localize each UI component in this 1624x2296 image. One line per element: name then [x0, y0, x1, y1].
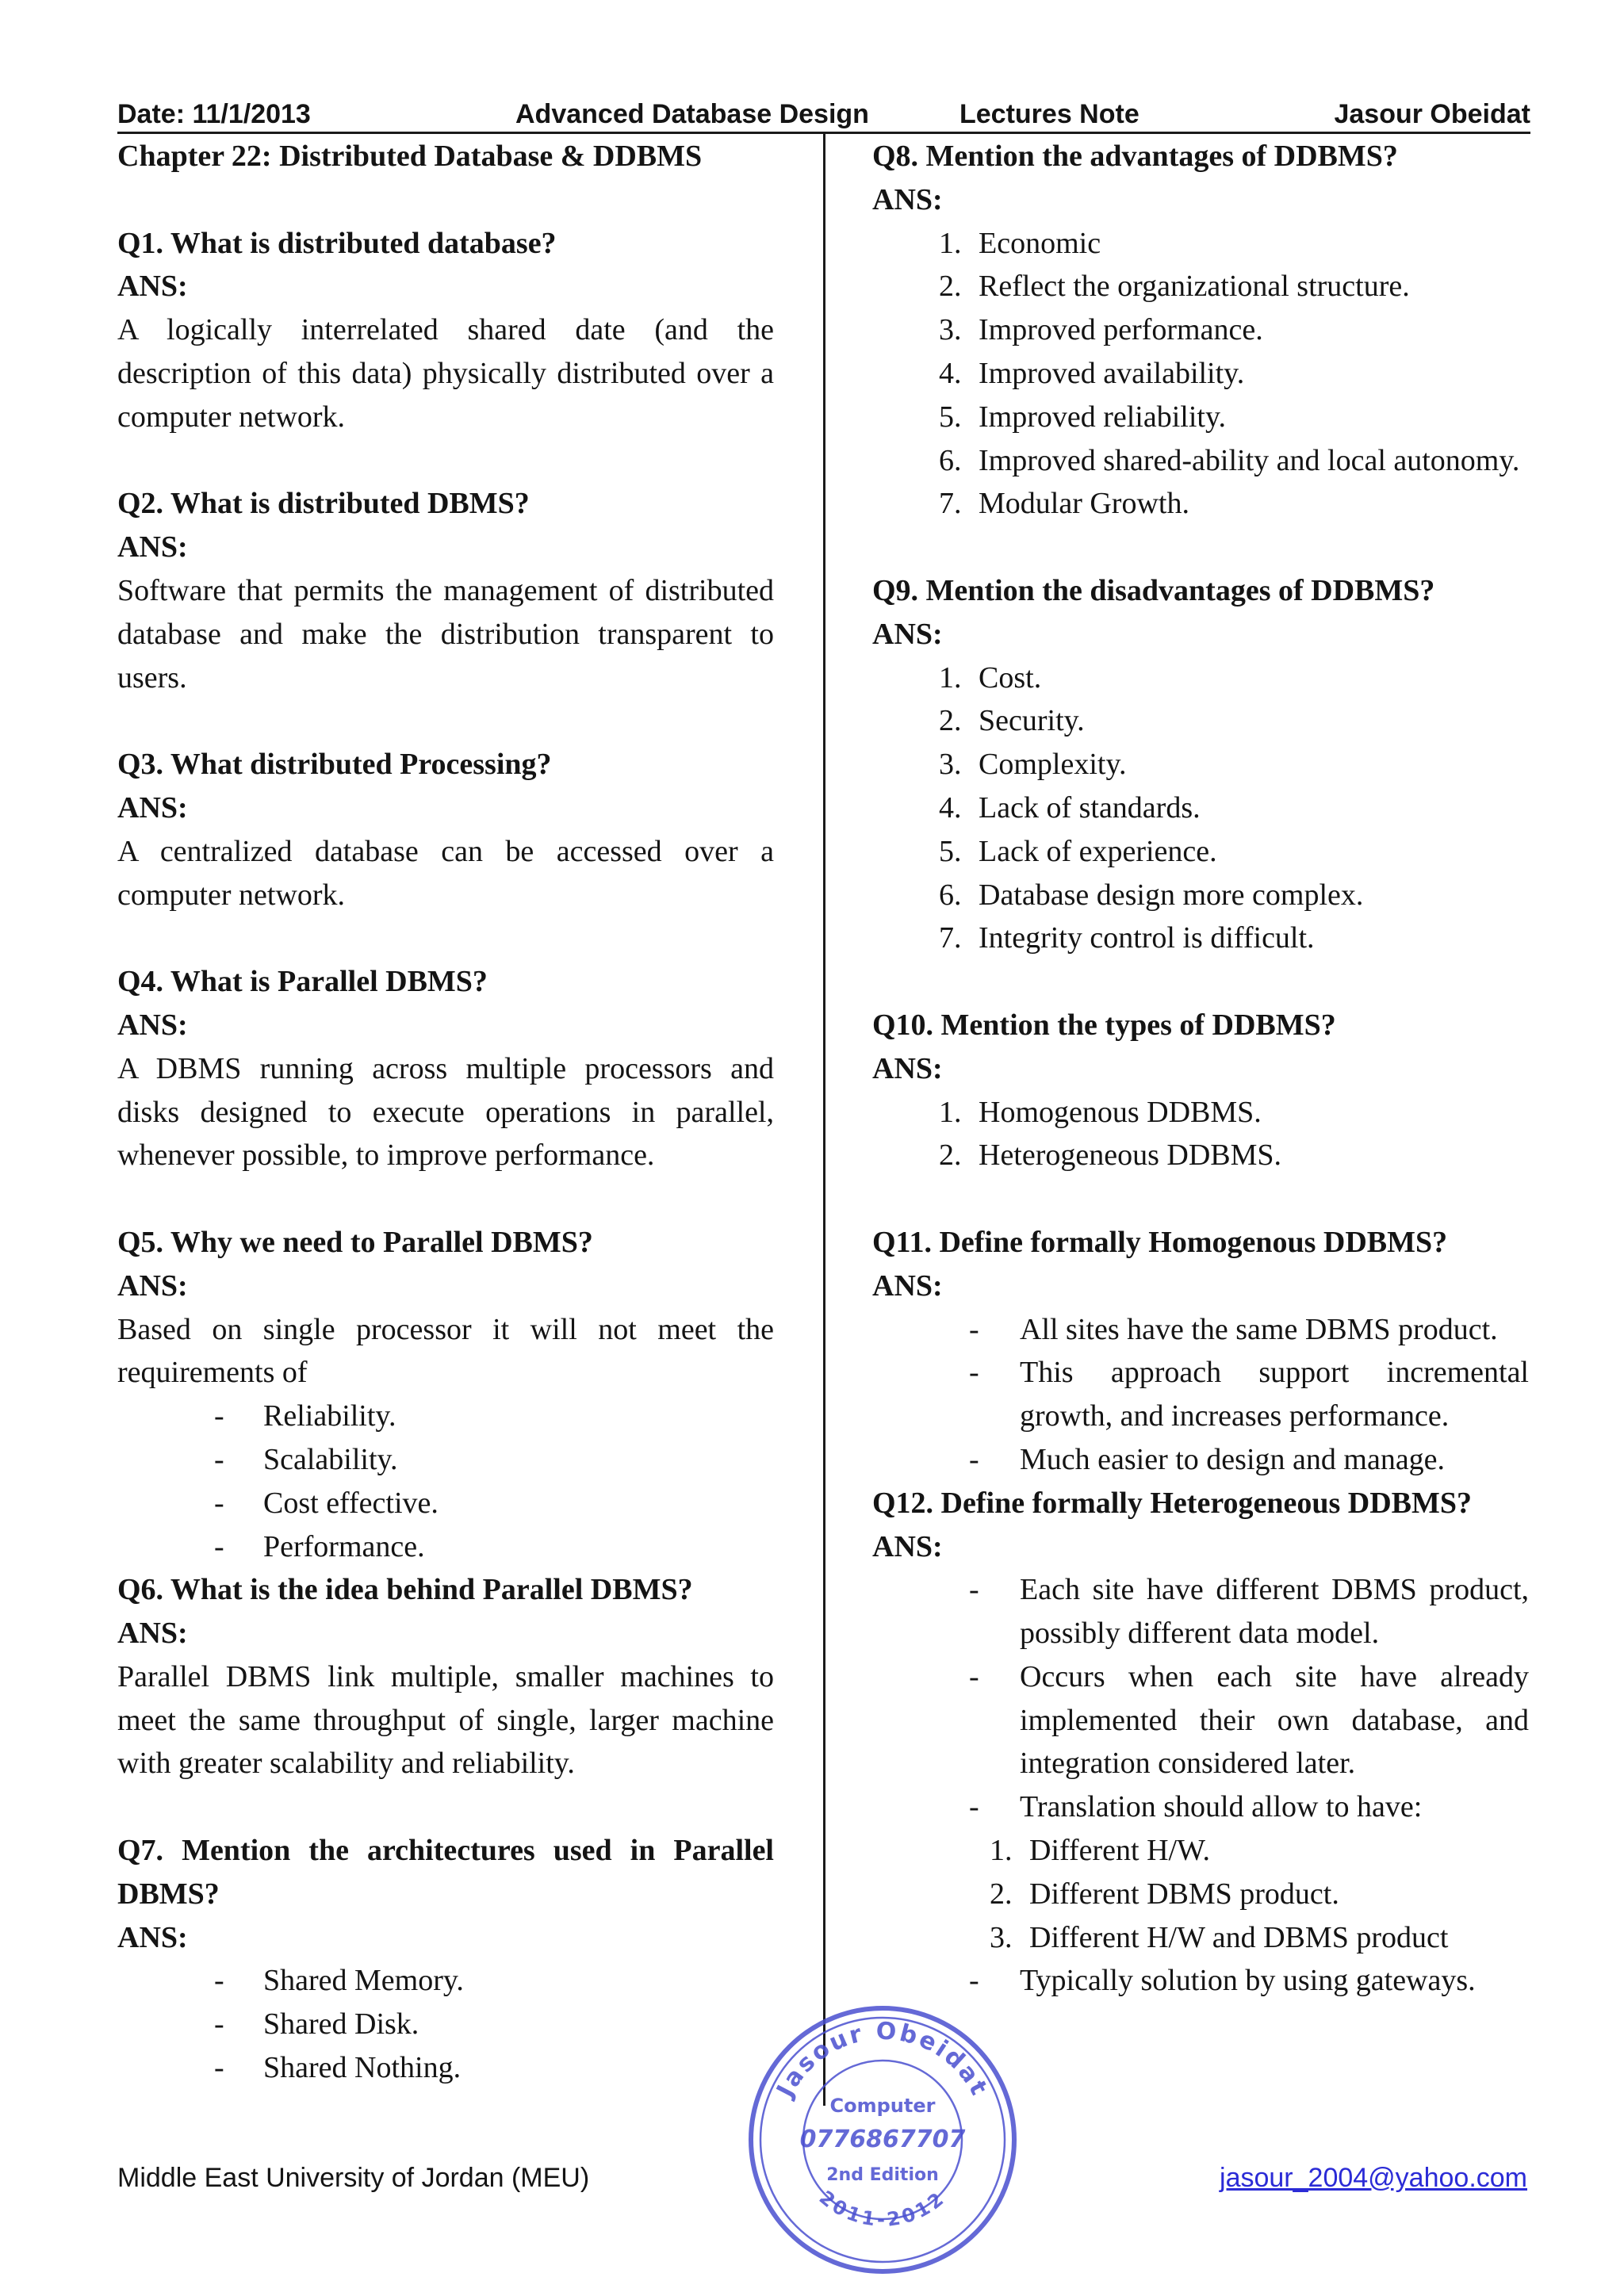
- header-course-title: Advanced Database Design: [515, 99, 869, 129]
- footer-institution: Middle East University of Jordan (MEU): [117, 2163, 590, 2193]
- list-item: 1. Economic: [969, 222, 1529, 266]
- list-item: - Typically solution by using gateways.: [872, 1959, 1529, 2003]
- question-heading: Q7. Mention the architectures used in Parallel DBMS?: [117, 1834, 774, 1911]
- answer-text: A DBMS running across multiple processors and disks designed to execute operations in parallel, whenever possible, to improve performance.: [117, 1051, 774, 1173]
- list-item: 3. Improved performance.: [969, 308, 1529, 352]
- stamp-phone: 0776867707: [799, 2126, 966, 2153]
- answer-label: ANS:: [872, 182, 943, 216]
- answer-text: A centralized database can be accessed over a computer network.: [117, 834, 774, 912]
- question-heading: Q12. Define formally Heterogeneous DDBMS?: [872, 1486, 1473, 1520]
- q1-section: [117, 222, 774, 439]
- answer-text: A logically interrelated shared date (and the description of this data) physically distributed over a computer network.: [117, 313, 774, 434]
- list-item: - Shared Disk.: [117, 2003, 774, 2046]
- numbered-list: [872, 1091, 1529, 1178]
- stamp-ring-text: Jasour Obeidat: [771, 2017, 994, 2102]
- answer-label: ANS:: [872, 617, 943, 651]
- question-heading: Q8. Mention the advantages of DDBMS?: [872, 140, 1398, 173]
- list-item: - All sites have the same DBMS product.: [872, 1308, 1529, 1352]
- numbered-list: [872, 656, 1529, 961]
- chapter-title: Chapter 22: Distributed Database & DDBMS: [117, 140, 703, 173]
- list-item: - Cost effective.: [117, 1482, 774, 1525]
- answer-label: ANS:: [117, 530, 188, 564]
- question-heading: Q5. Why we need to Parallel DBMS?: [117, 1225, 593, 1259]
- answer-text: Based on single processor it will not meet the requirements of: [117, 1312, 774, 1390]
- question-heading: Q9. Mention the disadvantages of DDBMS?: [872, 573, 1435, 607]
- answer-label: ANS:: [117, 790, 188, 825]
- q2-section: [117, 482, 774, 699]
- column-divider: [823, 132, 825, 2106]
- answer-label: ANS:: [117, 1269, 188, 1303]
- answer-label: ANS:: [117, 1920, 188, 1954]
- numbered-list: [872, 222, 1529, 526]
- answer-label: ANS:: [117, 270, 188, 304]
- list-item: 2. Different DBMS product.: [1020, 1873, 1529, 1916]
- list-item: 1. Cost.: [969, 656, 1529, 700]
- question-heading: Q11. Define formally Homogenous DDBMS?: [872, 1225, 1448, 1259]
- bullet-list: [872, 1568, 1529, 1829]
- stamp-edition: 2nd Edition: [826, 2165, 939, 2185]
- bullet-list: [872, 1308, 1529, 1482]
- q12-section: [872, 1482, 1529, 2003]
- q9-section: [872, 569, 1529, 960]
- header-document-type: Lectures Note: [959, 99, 1139, 129]
- list-item: - This approach support incremental growth, and increases performance.: [872, 1351, 1529, 1438]
- list-item: 3. Different H/W and DBMS product: [1020, 1916, 1529, 1960]
- list-item: 4. Lack of standards.: [969, 786, 1529, 830]
- list-item: - Occurs when each site have already implemented their own database, and integration considered later.: [872, 1655, 1529, 1785]
- bullet-list: [117, 1395, 774, 1568]
- list-item: - Each site have different DBMS product, possibly different data model.: [872, 1568, 1529, 1655]
- q10-section: [872, 1004, 1529, 1177]
- list-item: 2. Security.: [969, 699, 1529, 743]
- answer-text: Software that permits the management of distributed database and make the distribution transparent to users.: [117, 573, 774, 695]
- list-item: - Shared Memory.: [117, 1959, 774, 2003]
- list-item: - Reliability.: [117, 1395, 774, 1438]
- q5-section: [117, 1221, 774, 1568]
- list-item: 2. Reflect the organizational structure.: [969, 265, 1529, 308]
- header-author: Jasour Obeidat: [1334, 99, 1530, 129]
- list-item: 5. Lack of experience.: [969, 830, 1529, 874]
- q4-section: [117, 960, 774, 1177]
- q6-section: [117, 1568, 774, 1785]
- header-date: Date: 11/1/2013: [117, 99, 311, 129]
- question-heading: Q1. What is distributed database?: [117, 226, 557, 260]
- question-heading: Q3. What distributed Processing?: [117, 748, 552, 782]
- bullet-list: [872, 1959, 1529, 2003]
- left-column: [117, 135, 774, 2090]
- answer-label: ANS:: [117, 1617, 188, 1651]
- list-item: 6. Improved shared-ability and local autonomy.: [969, 439, 1529, 483]
- page-header: [117, 97, 1530, 134]
- q3-section: [117, 743, 774, 916]
- list-item: 1. Different H/W.: [1020, 1829, 1529, 1873]
- bullet-list: [117, 1959, 774, 2089]
- answer-label: ANS:: [872, 1529, 943, 1563]
- numbered-sublist: [872, 1829, 1529, 1959]
- list-item: 4. Improved availability.: [969, 352, 1529, 396]
- question-heading: Q10. Mention the types of DDBMS?: [872, 1008, 1336, 1042]
- list-item: 7. Integrity control is difficult.: [969, 916, 1529, 960]
- list-item: - Much easier to design and manage.: [872, 1438, 1529, 1482]
- question-heading: Q4. What is Parallel DBMS?: [117, 965, 488, 999]
- right-column: [872, 135, 1529, 2003]
- list-item: 1. Homogenous DDBMS.: [969, 1091, 1529, 1135]
- answer-label: ANS:: [117, 1008, 188, 1042]
- list-item: - Performance.: [117, 1525, 774, 1569]
- list-item: 7. Modular Growth.: [969, 482, 1529, 526]
- answer-text: Parallel DBMS link multiple, smaller machines to meet the same throughput of single, larger machine with greater scalability and reliability.: [117, 1659, 774, 1781]
- list-item: - Shared Nothing.: [117, 2046, 774, 2090]
- answer-label: ANS:: [872, 1269, 943, 1303]
- q11-section: [872, 1221, 1529, 1482]
- stamp-line-computer: Computer: [829, 2095, 936, 2117]
- list-item: - Translation should allow to have:: [872, 1785, 1529, 1829]
- answer-label: ANS:: [872, 1051, 943, 1085]
- list-item: - Scalability.: [117, 1438, 774, 1482]
- list-item: 6. Database design more complex.: [969, 874, 1529, 917]
- footer-email-link[interactable]: jasour_2004@yahoo.com: [1220, 2163, 1527, 2193]
- q7-section: [117, 1829, 774, 2090]
- author-stamp: [744, 2001, 1021, 2279]
- list-item: 5. Improved reliability.: [969, 396, 1529, 439]
- stamp-years: 2011-2012: [814, 2186, 951, 2231]
- question-heading: Q2. What is distributed DBMS?: [117, 487, 530, 521]
- question-heading: Q6. What is the idea behind Parallel DBMS?: [117, 1573, 693, 1607]
- list-item: 3. Complexity.: [969, 743, 1529, 786]
- list-item: 2. Heterogeneous DDBMS.: [969, 1134, 1529, 1177]
- q8-section: [872, 135, 1529, 526]
